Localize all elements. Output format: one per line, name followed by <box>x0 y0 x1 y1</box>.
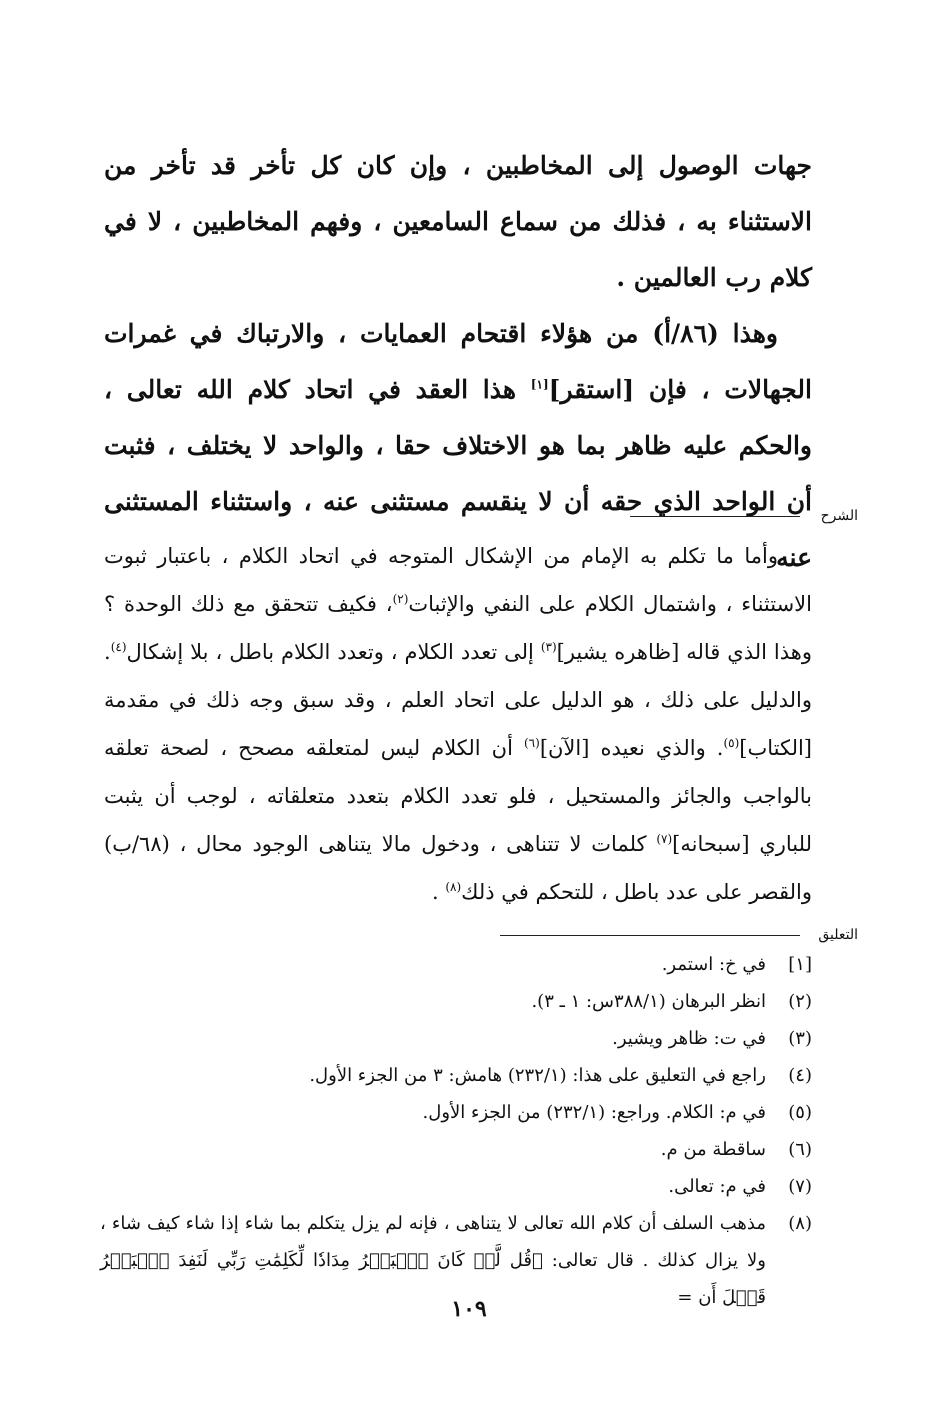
footnotes <box>100 946 812 1316</box>
footnote-text: ساقطة من م. <box>660 1139 766 1160</box>
page-number: ١٠٩ <box>451 1296 487 1322</box>
sharh-segment: ، فكيف تتحقق مع ذلك الوحدة ؟ وهذا الذي قاله [ظاهره يشير] <box>104 592 812 664</box>
footnote <box>100 1094 812 1131</box>
footnote-number: (٤) <box>788 1065 812 1086</box>
footnote-number: (٢) <box>788 991 812 1012</box>
sharh-text <box>104 532 812 916</box>
footnote-number: (٣) <box>788 1028 812 1049</box>
note-ref: (٨) <box>445 880 462 894</box>
notes-divider <box>500 935 800 936</box>
footnote <box>100 946 812 983</box>
footnote-number: (٨) <box>788 1213 812 1234</box>
sharh-divider <box>630 516 800 517</box>
sharh-segment: أن الكلام ليس لمتعلقه مصحح ، لصحة تعلقه بالواجب والجائز والمستحيل ، فلو تعدد الكلام بتعدد متعلقاته ، لوجب أن يثبت للباري [سبحانه] <box>104 736 812 856</box>
note-ref: (٥) <box>723 736 740 750</box>
footnote-text: انظر البرهان (٣٨٨/١س: ١ ـ ٣). <box>531 991 766 1012</box>
footnote <box>100 1057 812 1094</box>
main-text <box>104 138 812 586</box>
sharh-segment: كلمات لا تتناهى ، ودخول مالا يتناهى الوجود محال ، (٦٨/ب) والقصر على عدد باطل ، للتحكم في ذلك <box>104 832 812 904</box>
main-paragraph-1: جهات الوصول إلى المخاطبين ، وإن كان كل تأخر قد تأخر من الاستثناء به ، فذلك من سماع السامعين ، وفهم المخاطبين ، لا في كلام رب العالمين . <box>104 151 812 292</box>
footnote <box>100 1168 812 1205</box>
footnote-text: مذهب السلف أن كلام الله تعالى لا يتناهى ، فإنه لم يزل يتكلم بما شاء إذا شاء كيف شاء ، ولا يزال كذلك . قال تعالى: ﴿قُل لَّوۡ كَانَ ٱلۡبَحۡرُ مِدَادٗا لِّكَلِمَٰتِ رَبِّي لَنَفِدَ ٱلۡبَحۡرُ قَبۡلَ أَن = <box>100 1213 766 1308</box>
sharh-paragraph <box>104 532 812 916</box>
footnote-number: (٦) <box>788 1139 812 1160</box>
footnote-number: (٧) <box>788 1176 812 1197</box>
footnote <box>100 1131 812 1168</box>
note-ref: (٧) <box>656 832 673 846</box>
footnote-text: في م: الكلام. وراجع: (٢٣٢/١) من الجزء الأول. <box>422 1102 766 1123</box>
main-paragraph-2-part-b: هذا العقد في اتحاد كلام الله تعالى ، والحكم عليه ظاهر بما هو الاختلاف حقا ، والواحد لا يختلف ، فثبت أن الواحد الذي حقه أن لا ينقسم مستثنى عنه ، واستثناء المستثنى عنه <box>104 375 812 572</box>
footnote <box>100 1020 812 1057</box>
sharh-segment: . والدليل على ذلك ، هو الدليل على اتحاد العلم ، وقد سبق وجه ذلك في مقدمة [الكتاب] <box>104 640 813 760</box>
sharh-segment: . والذي نعيده [الآن] <box>539 736 724 760</box>
footnote-number: [١] <box>788 954 812 975</box>
note-ref: (٢) <box>392 592 409 606</box>
note-ref: (٤) <box>110 640 127 654</box>
footnote-number: (٥) <box>788 1102 812 1123</box>
sharh-segment: وأما ما تكلم به الإمام من الإشكال المتوجه في اتحاد الكلام ، باعتبار ثبوت الاستثناء ، واشتمال الكلام على النفي والإثبات <box>104 544 812 616</box>
notes-label: التعليق <box>818 927 858 943</box>
sharh-segment: . <box>431 880 446 904</box>
footnote-text: راجع في التعليق على هذا: (٢٣٢/١) هامش: ٣ من الجزء الأول. <box>309 1065 766 1086</box>
footnote-text: في ت: ظاهر ويشير. <box>612 1028 766 1049</box>
footnote-text: في خ: استمر. <box>661 954 766 975</box>
sharh-segment: إلى تعدد الكلام ، وتعدد الكلام باطل ، بلا إشكال <box>126 640 541 664</box>
note-ref: [١] <box>530 377 549 392</box>
note-ref: (٦) <box>523 736 540 750</box>
sharh-label: الشرح <box>820 508 858 524</box>
footnote-text: في م: تعالى. <box>668 1176 766 1197</box>
main-paragraph-2-part-a: وهذا (٨٦/أ) من هؤلاء اقتحام العمايات ، والارتباك في غمرات الجهالات ، فإن [استقر] <box>104 319 812 404</box>
note-ref: (٣) <box>540 640 557 654</box>
footnote <box>100 983 812 1020</box>
